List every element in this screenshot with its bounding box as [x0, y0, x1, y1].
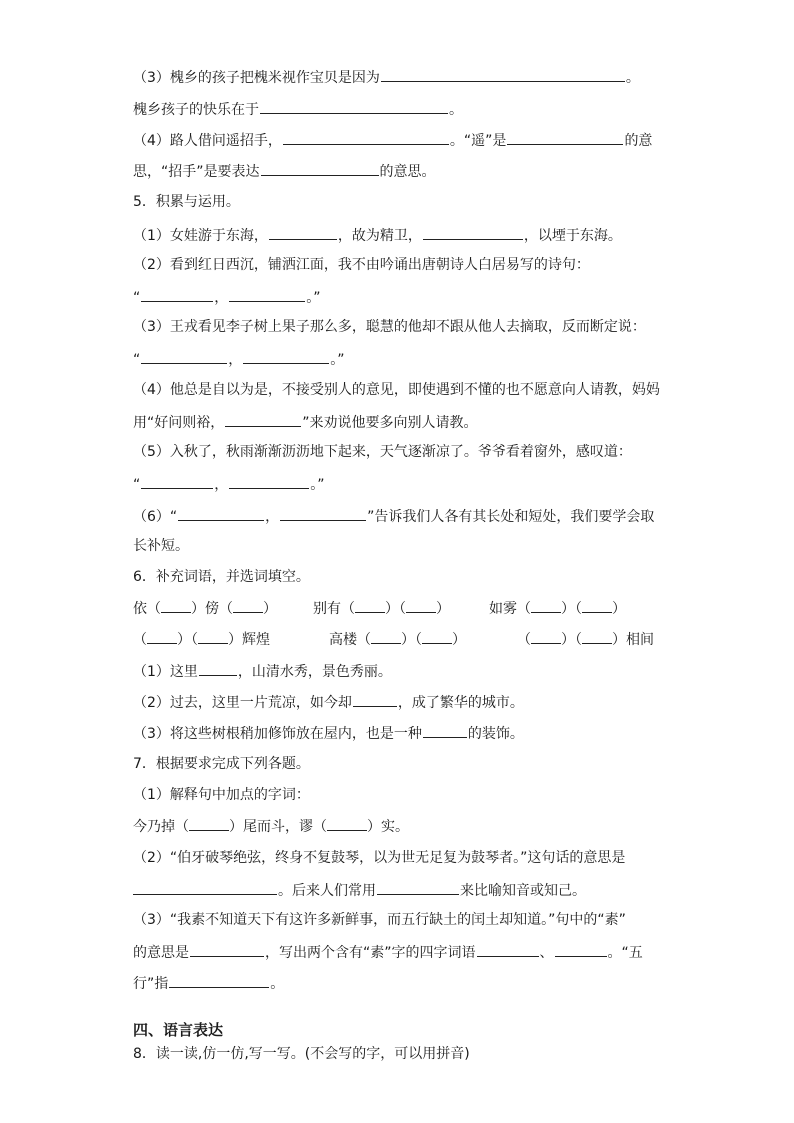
w1c: ） — [263, 601, 277, 617]
quote-open: “ — [133, 477, 141, 493]
w5b: ）（ — [401, 632, 422, 648]
q7-item2-line1: （2）“伯牙破琴绝弦，终身不复鼓琴，以为世无足复为鼓琴者。”这句话的意思是 — [133, 850, 626, 866]
answer-blank[interactable] — [531, 598, 561, 613]
q4-item3-line2 — [133, 98, 774, 120]
q5-item1-mid: ，故为精卫， — [337, 228, 422, 244]
q5-item5-line2 — [133, 473, 774, 495]
w2c: ） — [436, 601, 450, 617]
answer-blank[interactable] — [161, 598, 191, 613]
answer-blank[interactable] — [423, 722, 467, 738]
q5-item1-text: （1）女娃游于东海， — [133, 228, 268, 244]
q6-fill3-end: 的装饰。 — [467, 726, 524, 742]
answer-blank[interactable] — [260, 98, 448, 114]
q7-item1-mid: ）尾而斗，谬（ — [229, 819, 327, 835]
punct: 。 — [625, 70, 640, 86]
answer-blank[interactable] — [531, 629, 561, 644]
w2a: 别有（ — [313, 601, 355, 617]
q6-title: 6．补充词语，并选词填空。 — [133, 569, 310, 585]
answer-blank[interactable] — [198, 629, 228, 644]
w6a: （ — [517, 632, 531, 648]
q6-fill2-end: ，成了繁华的城市。 — [397, 695, 524, 711]
punct: 。 — [270, 976, 285, 992]
answer-blank[interactable] — [280, 505, 366, 521]
q6-fill2-text: （2）过去，这里一片荒凉，如今却 — [133, 695, 352, 711]
answer-blank[interactable] — [371, 629, 401, 644]
q4-item3-text: （3）槐乡的孩子把槐米视作宝贝是因为 — [133, 70, 380, 86]
q6-word6 — [517, 629, 654, 650]
answer-blank[interactable] — [381, 66, 625, 82]
answer-blank[interactable] — [225, 411, 301, 427]
q6-word5 — [329, 629, 466, 650]
q4-item3-text2: 槐乡孩子的快乐在于 — [133, 102, 259, 118]
quote-open: “ — [133, 290, 141, 306]
q5-item1 — [133, 224, 774, 246]
answer-blank[interactable] — [133, 879, 277, 895]
answer-blank[interactable] — [582, 629, 612, 644]
q7-item3-mid: ，写出两个含有“素”字的四字词语 — [265, 945, 476, 961]
q7-title: 7．根据要求完成下列各题。 — [133, 756, 310, 772]
q6-word2 — [313, 598, 450, 619]
q7-item3-line1: （3）“我素不知道天下有这许多新鲜事，而五行缺土的闰土却知道。”句中的“素” — [133, 912, 626, 928]
q5-item6-text: （6）“ — [133, 509, 178, 525]
punct: 。 — [449, 102, 463, 118]
q5-item4-line2 — [133, 411, 774, 433]
q5-item6-end: ”告诉我们人各有其长处和短处，我们要学会取 — [367, 509, 655, 525]
answer-blank[interactable] — [178, 505, 264, 521]
q4-item3-line1 — [133, 66, 774, 88]
quote-open: “ — [133, 352, 141, 368]
answer-blank[interactable] — [261, 160, 379, 176]
w2b: ）（ — [385, 601, 406, 617]
answer-blank[interactable] — [355, 598, 385, 613]
answer-blank[interactable] — [353, 691, 397, 707]
w4b: ）（ — [177, 632, 198, 648]
answer-blank[interactable] — [190, 941, 264, 957]
w6b: ）（ — [561, 632, 582, 648]
answer-blank[interactable] — [507, 129, 623, 145]
answer-blank[interactable] — [141, 286, 213, 302]
answer-blank[interactable] — [555, 941, 607, 957]
answer-blank[interactable] — [406, 598, 436, 613]
q6-word1 — [133, 598, 277, 619]
quote-close: 。” — [306, 290, 321, 306]
q5-item4-end: ”来劝说他要多向别人请教。 — [302, 415, 478, 431]
q5-item4-line1: （4）他总是自以为是，不接受别人的意见，即使遇到不懂的也不愿意向人请教，妈妈 — [133, 382, 660, 398]
answer-blank[interactable] — [327, 816, 367, 831]
w1b: ）傍（ — [191, 601, 233, 617]
q4-item4-line2 — [133, 160, 774, 182]
w4a: （ — [133, 632, 147, 648]
w4c: ）辉煌 — [228, 632, 270, 648]
w5c: ） — [452, 632, 466, 648]
q4-item4-text: （4）路人借问遥招手， — [133, 133, 282, 149]
comma: ， — [214, 290, 229, 306]
q4-item4-end: 的意 — [624, 133, 653, 149]
answer-blank[interactable] — [477, 941, 539, 957]
answer-blank[interactable] — [189, 816, 229, 831]
q6-fill1-end: ，山清水秀，景色秀丽。 — [237, 664, 392, 680]
w3b: ）（ — [561, 601, 582, 617]
comma: ， — [265, 509, 280, 525]
q7-item3-end: 。“五 — [607, 945, 643, 961]
q5-item2-line1: （2）看到红日西沉，铺洒江面，我不由吟诵出唐朝诗人白居易写的诗句： — [133, 257, 590, 273]
w6c: ）相间 — [612, 632, 654, 648]
q6-fill1 — [133, 660, 774, 682]
w5a: 高楼（ — [329, 632, 371, 648]
w1a: 依（ — [133, 601, 161, 617]
q7-item3-text3: 行”指 — [133, 976, 169, 992]
answer-blank[interactable] — [141, 473, 213, 489]
q7-item1-line — [133, 816, 774, 837]
separator: 、 — [539, 945, 554, 961]
q7-item1-text: 今乃掉（ — [133, 819, 189, 835]
q4-item4-mid: 。“遥”是 — [449, 133, 507, 149]
answer-blank[interactable] — [269, 224, 337, 240]
q5-item5-line1: （5）入秋了，秋雨渐渐沥沥地下起来，天气逐渐凉了。爷爷看着窗外，感叹道： — [133, 444, 632, 460]
answer-blank[interactable] — [169, 972, 269, 988]
answer-blank[interactable] — [229, 473, 309, 489]
q7-item1-end: ）实。 — [367, 819, 409, 835]
answer-blank[interactable] — [147, 629, 177, 644]
section4-heading: 四、语言表达 — [133, 1021, 224, 1039]
q5-item3-line2 — [133, 348, 774, 370]
q7-item3-line3 — [133, 972, 774, 994]
w3a: 如雾（ — [489, 601, 531, 617]
q7-item3-text: 的意思是 — [133, 945, 189, 961]
q5-item1-end: ，以堙于东海。 — [523, 228, 622, 244]
q7-item1-title: （1）解释句中加点的字词： — [133, 787, 310, 803]
q5-item3-line1: （3）王戎看见李子树上果子那么多，聪慧的他却不跟从他人去摘取，反而断定说： — [133, 319, 646, 335]
q4-item4-text2: 思，“招手”是要表达 — [133, 164, 260, 180]
q7-item2-mid: 。后来人们常用 — [278, 883, 376, 899]
answer-blank[interactable] — [243, 348, 329, 364]
q7-item2-end: 来比喻知音或知己。 — [460, 883, 586, 899]
comma: ， — [214, 477, 229, 493]
answer-blank[interactable] — [377, 879, 459, 895]
quote-close: 。” — [330, 352, 345, 368]
answer-blank[interactable] — [229, 286, 305, 302]
q5-item6-line2: 长补短。 — [133, 538, 189, 554]
q5-title: 5．积累与运用。 — [133, 194, 240, 210]
answer-blank[interactable] — [141, 348, 227, 364]
q6-fill3-text: （3）将这些树根稍加修饰放在屋内，也是一种 — [133, 726, 422, 742]
q8-title: 8．读一读,仿一仿,写一写。(不会写的字，可以用拼音) — [133, 1046, 470, 1062]
answer-blank[interactable] — [582, 598, 612, 613]
w3c: ） — [612, 601, 626, 617]
q5-item6-line1 — [133, 505, 774, 527]
q5-item2-line2 — [133, 286, 774, 308]
q7-item2-line2 — [133, 879, 774, 901]
q4-item4-end2: 的意思。 — [379, 164, 436, 180]
q6-fill3 — [133, 722, 774, 744]
answer-blank[interactable] — [283, 129, 449, 145]
answer-blank[interactable] — [423, 224, 523, 240]
quote-close: 。” — [310, 477, 325, 493]
answer-blank[interactable] — [233, 598, 263, 613]
q6-fill1-text: （1）这里 — [133, 664, 198, 680]
q5-item4-text: 用“好问则裕， — [133, 415, 225, 431]
comma: ， — [228, 352, 243, 368]
q7-item3-line2 — [133, 941, 774, 963]
answer-blank[interactable] — [422, 629, 452, 644]
answer-blank[interactable] — [199, 660, 237, 676]
q6-fill2 — [133, 691, 774, 713]
q4-item4-line1 — [133, 129, 774, 151]
q6-word3 — [489, 598, 626, 619]
q6-word4 — [133, 629, 270, 650]
